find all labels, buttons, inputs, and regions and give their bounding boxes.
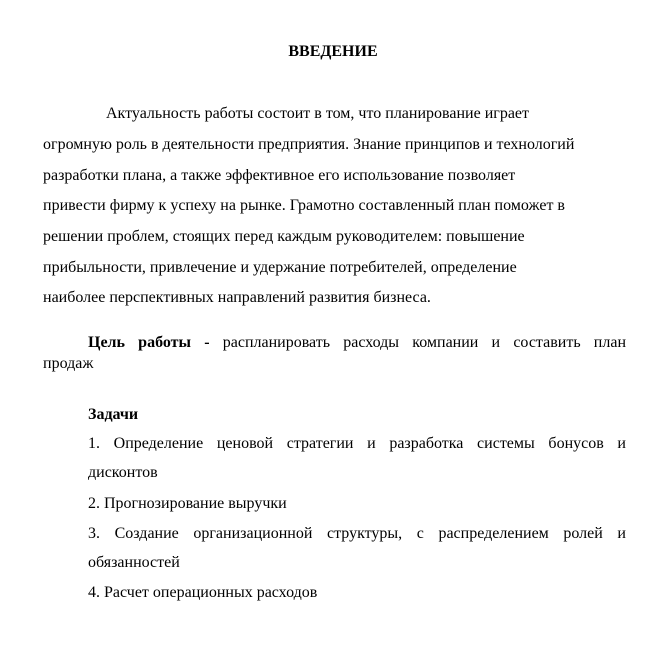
page-title: ВВЕДЕНИЕ [288,43,378,60]
task-1-line-2: дисконтов [88,464,158,481]
task-1-line-1: 1. Определение ценовой стратегии и разработка системы бонусов и [88,435,626,452]
goal-line-1 [88,333,626,353]
intro-line-4: привести фирму к успеху на рынке. Грамотно составленный план поможет в [43,197,565,214]
goal-paragraph [88,333,626,353]
intro-line-6: прибыльности, привлечение и удержание потребителей, определение [43,259,517,276]
intro-line-5: решении проблем, стоящих перед каждым руководителем: повышение [43,228,525,245]
task-3-line-2: обязанностей [88,554,180,571]
goal-label: Цель работы - [88,334,210,351]
task-3 [88,524,626,544]
task-1 [88,434,626,454]
intro-line-1: Актуальность работы состоит в том, что планирование играет [106,105,530,122]
task-4: 4. Расчет операционных расходов [88,584,318,601]
goal-text-1: распланировать расходы компании и составить план [222,334,627,351]
tasks-heading: Задачи [88,406,139,423]
task-3-line-1: 3. Создание организационной структуры, с распределением ролей и [88,525,626,542]
intro-line-7: наиболее перспективных направлений развития бизнеса. [43,289,431,306]
goal-text-2: продаж [43,355,94,372]
task-2: 2. Прогнозирование выручки [88,495,287,512]
intro-line-2: огромную роль в деятельности предприятия. Знание принципов и технологий [43,136,575,153]
intro-line-3: разработки плана, а также эффективное его использование позволяет [43,167,516,184]
